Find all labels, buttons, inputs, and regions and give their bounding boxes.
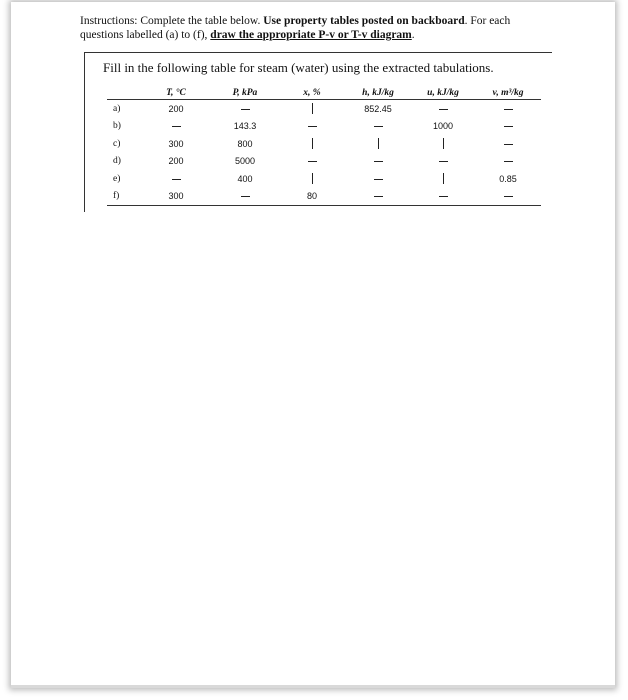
- bar-mark: [312, 173, 313, 184]
- table-cell: 300: [141, 188, 211, 206]
- dash-mark: [504, 109, 513, 110]
- empty-cell-bar: [345, 135, 411, 153]
- table-row: [107, 100, 541, 118]
- row-label: f): [107, 188, 141, 206]
- empty-cell-dash: [475, 153, 541, 171]
- column-header: T, °C: [141, 86, 211, 100]
- instructions-underlined-text: draw the appropriate P-v or T-v diagram: [210, 29, 412, 41]
- dash-mark: [374, 161, 383, 162]
- dash-mark: [308, 161, 317, 162]
- empty-cell-dash: [345, 118, 411, 136]
- bar-mark: [312, 138, 313, 149]
- bar-mark: [378, 138, 379, 149]
- empty-cell-dash: [475, 188, 541, 206]
- table-cell: 5000: [234, 156, 256, 167]
- empty-cell-bar: [279, 170, 345, 188]
- empty-cell-dash: [345, 188, 411, 206]
- empty-cell-bar: [411, 170, 475, 188]
- document-page: [11, 2, 615, 688]
- page-bottom-edge: [11, 685, 615, 688]
- empty-cell-dash: [475, 118, 541, 136]
- empty-cell-dash: [141, 118, 211, 136]
- dash-mark: [439, 196, 448, 197]
- dash-mark: [439, 109, 448, 110]
- table-cell: 800: [237, 138, 253, 149]
- dash-mark: [374, 126, 383, 127]
- empty-cell-bar: [279, 135, 345, 153]
- dash-mark: [172, 126, 181, 127]
- bar-mark: [443, 138, 444, 149]
- table-cell: 1000: [432, 121, 454, 132]
- instructions-text-3: .: [411, 29, 415, 41]
- left-margin-rule: [84, 52, 85, 212]
- steam-properties-table: [107, 86, 541, 206]
- table-row: [107, 153, 541, 171]
- row-label: d): [113, 156, 121, 167]
- table-cell: 0.85: [499, 173, 517, 184]
- empty-cell-dash: [411, 188, 475, 206]
- column-header: v, m³/kg: [475, 86, 541, 100]
- empty-cell-dash: [141, 170, 211, 188]
- dash-mark: [374, 196, 383, 197]
- dash-mark: [172, 179, 181, 180]
- table-cell: 852.45: [364, 103, 392, 114]
- dash-mark: [308, 126, 317, 127]
- table-cell: 200: [168, 103, 184, 114]
- row-label: b): [113, 121, 121, 132]
- dash-mark: [439, 161, 448, 162]
- empty-cell-dash: [475, 135, 541, 153]
- empty-cell-dash: [345, 170, 411, 188]
- table-body: [107, 100, 541, 206]
- dash-mark: [504, 161, 513, 162]
- row-label: c): [113, 138, 121, 149]
- dash-mark: [504, 144, 513, 145]
- empty-cell-dash: [279, 153, 345, 171]
- column-header: P, kPa: [211, 86, 279, 100]
- table-header-row: [107, 86, 541, 100]
- column-header: x, %: [279, 86, 345, 100]
- empty-cell-dash: [345, 153, 411, 171]
- dash-mark: [374, 179, 383, 180]
- column-header: u, kJ/kg: [411, 86, 475, 100]
- empty-cell-dash: [211, 188, 279, 206]
- table-cell: 143.3: [233, 121, 257, 132]
- table-row: [107, 170, 541, 188]
- empty-cell-dash: [475, 100, 541, 118]
- empty-cell-dash: [279, 118, 345, 136]
- empty-cell-dash: [411, 100, 475, 118]
- column-header: h, kJ/kg: [345, 86, 411, 100]
- row-label: a): [113, 103, 121, 114]
- instructions-paragraph: [80, 14, 550, 42]
- instructions-text-2: . For each questions labelled (a) to (f),: [80, 15, 511, 41]
- table-cell: 300: [168, 138, 184, 149]
- empty-cell-dash: [411, 153, 475, 171]
- column-header: [107, 86, 141, 100]
- bar-mark: [312, 103, 313, 114]
- table-cell: 80: [279, 188, 345, 206]
- empty-cell-dash: [211, 100, 279, 118]
- table-cell: 400: [237, 173, 253, 184]
- top-rule: [84, 52, 552, 53]
- instructions-text-1: Instructions: Complete the table below.: [80, 15, 264, 27]
- empty-cell-bar: [411, 135, 475, 153]
- table-cell: 200: [168, 156, 184, 167]
- table-title: Fill in the following table for steam (water) using the extracted tabulations.: [103, 60, 494, 75]
- table-row: [107, 118, 541, 136]
- empty-cell-bar: [279, 100, 345, 118]
- dash-mark: [504, 196, 513, 197]
- dash-mark: [241, 109, 250, 110]
- instructions-bold-text: Use property tables posted on backboard: [263, 15, 465, 27]
- dash-mark: [504, 126, 513, 127]
- row-label: e): [113, 173, 121, 184]
- dash-mark: [241, 196, 250, 197]
- table-row: [107, 188, 541, 206]
- table-row: [107, 135, 541, 153]
- bar-mark: [443, 173, 444, 184]
